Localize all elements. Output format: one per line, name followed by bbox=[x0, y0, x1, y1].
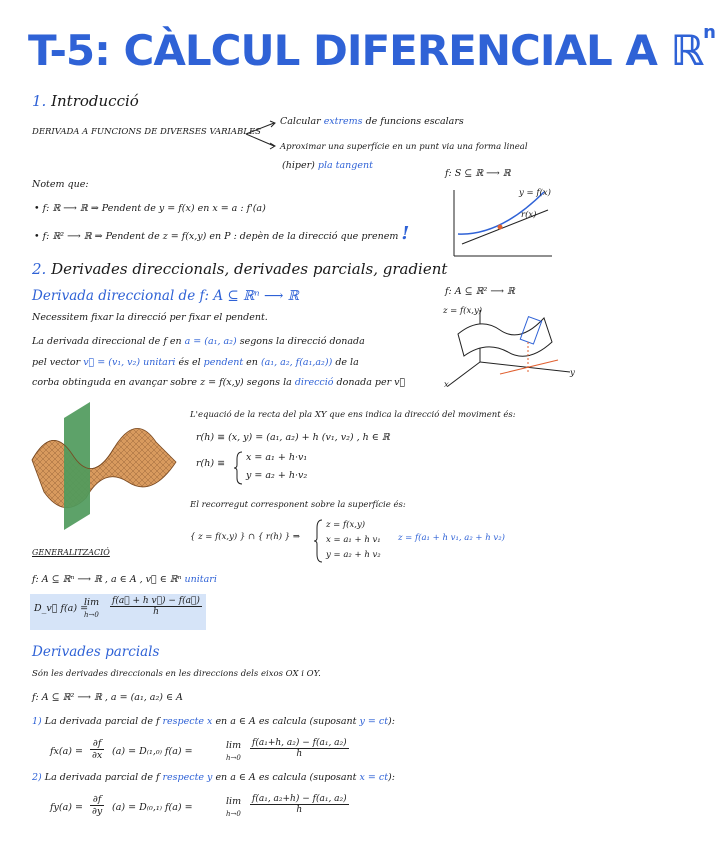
eq-1: r(h) ≡ (x, y) = (a₁, a₂) + h (v₁, v₂) , h ∈ ℝ bbox=[196, 432, 390, 443]
eq-intro: L'equació de la recta del pla XY que ens indica la direcció del moviment és: bbox=[190, 410, 516, 420]
eq-2-b: y = a₂ + h·v₂ bbox=[246, 470, 308, 481]
sys-result: z = f(a₁ + h v₁, a₂ + h v₂) bbox=[398, 533, 505, 543]
recorregut: El recorregut corresponent sobre la superfície és: bbox=[190, 500, 406, 510]
fy-formula: fy(a) = $\frac{\partial f}{\partial y}$ (a) = D₍₀,₁₎ f(a) = lim h→0 $\frac{\text{f(a₁, a₂+h) − f(a₁, a₂)}}{h}$ bbox=[50, 794, 347, 818]
notem: Notem que: bbox=[32, 179, 89, 190]
graph2-x: x bbox=[444, 380, 449, 390]
sys-b: x = a₁ + h v₁ bbox=[326, 535, 381, 545]
item-1: 1) La derivada parcial de f respecte x en a ∈ A es calcula (suposant y = ct): bbox=[32, 716, 395, 727]
subheading-directional: Derivada direccional de f: A ⊆ ℝⁿ ⟶ ℝ bbox=[32, 288, 299, 304]
graph1-title: f: S ⊆ ℝ ⟶ ℝ bbox=[445, 168, 511, 179]
surface-3d-image bbox=[28, 402, 180, 532]
para-3: pel vector v⃗ = (v₁, v₂) unitari és el pendent en (a₁, a₂, f(a₁,a₂)) de la bbox=[32, 357, 359, 368]
page-title: T-5: CÀLCUL DIFERENCIAL A ℝ$^n$ bbox=[28, 22, 715, 75]
generalitzacio-label: GENERALITZACIÓ bbox=[32, 548, 110, 557]
graph1-label-fx: y = f(x) bbox=[519, 188, 551, 198]
bullet-1: • f: ℝ ⟶ ℝ ⇒ Pendent de y = f(x) en x = a : f'(a) bbox=[34, 203, 266, 214]
graph2-title: f: A ⊆ ℝ² ⟶ ℝ bbox=[445, 286, 515, 297]
para-1: Necessitem fixar la direcció per fixar el pendent. bbox=[32, 312, 268, 323]
branch-2-b: (hiper) pla tangent bbox=[282, 160, 373, 171]
bullet-2: • f: ℝ² ⟶ ℝ ⇒ Pendent de z = f(x,y) en P : depèn de la direcció que prenem ! bbox=[34, 223, 410, 244]
branch-arrows bbox=[244, 118, 280, 152]
branch-2: Aproximar una superfície en un punt via una forma lineal bbox=[280, 142, 528, 152]
graph1-label-rx: r(x) bbox=[521, 210, 537, 220]
partials-intro: Són les derivades direccionals en les direccions dels eixos OX i OY. bbox=[32, 669, 321, 679]
derivada-label: DERIVADA A FUNCIONS DE DIVERSES VARIABLES bbox=[32, 127, 261, 137]
para-2: La derivada direccional de f en a = (a₁, a₂) segons la direcció donada bbox=[32, 336, 365, 347]
eq-2-a: x = a₁ + h·v₁ bbox=[246, 452, 308, 463]
para-4: corba obtinguda en avançar sobre z = f(x,y) segons la direcció donada per v⃗ bbox=[32, 377, 406, 388]
graph2-z: z = f(x,y) bbox=[443, 306, 483, 316]
partials-domain: f: A ⊆ ℝ² ⟶ ℝ , a = (a₁, a₂) ∈ A bbox=[32, 692, 183, 703]
brace-2 bbox=[314, 518, 324, 564]
eq-2-lhs: r(h) ≡ bbox=[196, 458, 226, 469]
subheading-partials: Derivades parcials bbox=[32, 644, 160, 660]
surface-graph bbox=[440, 300, 580, 392]
sys-lhs: { z = f(x,y) } ∩ { r(h) } ⇒ bbox=[190, 532, 301, 542]
sys-a: z = f(x,y) bbox=[326, 520, 366, 530]
gen-1: f: A ⊆ ℝⁿ ⟶ ℝ , a ∈ A , v⃗ ∈ ℝⁿ unitari bbox=[32, 574, 217, 585]
graph2-y: y bbox=[570, 368, 575, 378]
item-2: 2) La derivada parcial de f respecte y en a ∈ A es calcula (suposant x = ct): bbox=[32, 772, 395, 783]
dv-formula: D_v⃗ f(a) = lim h→0 $\frac{\text{f(a⃗ + h v⃗) − f(a⃗)}}{h}$ bbox=[30, 594, 206, 630]
sys-c: y = a₂ + h v₂ bbox=[326, 550, 381, 560]
brace-1 bbox=[234, 450, 244, 486]
section-2-heading: 2. Derivades direccionals, derivades parcials, gradient bbox=[32, 260, 448, 278]
branch-1: Calcular extrems de funcions escalars bbox=[280, 116, 464, 127]
fx-formula: fx(a) = $\frac{\partial f}{\partial x}$ (a) = D₍₁,₀₎ f(a) = lim h→0 $\frac{\text{f(a₁+h, a₂) − f(a₁, a₂)}}{h}$ bbox=[50, 738, 347, 762]
section-1-heading: 1. Introducció bbox=[32, 92, 139, 110]
